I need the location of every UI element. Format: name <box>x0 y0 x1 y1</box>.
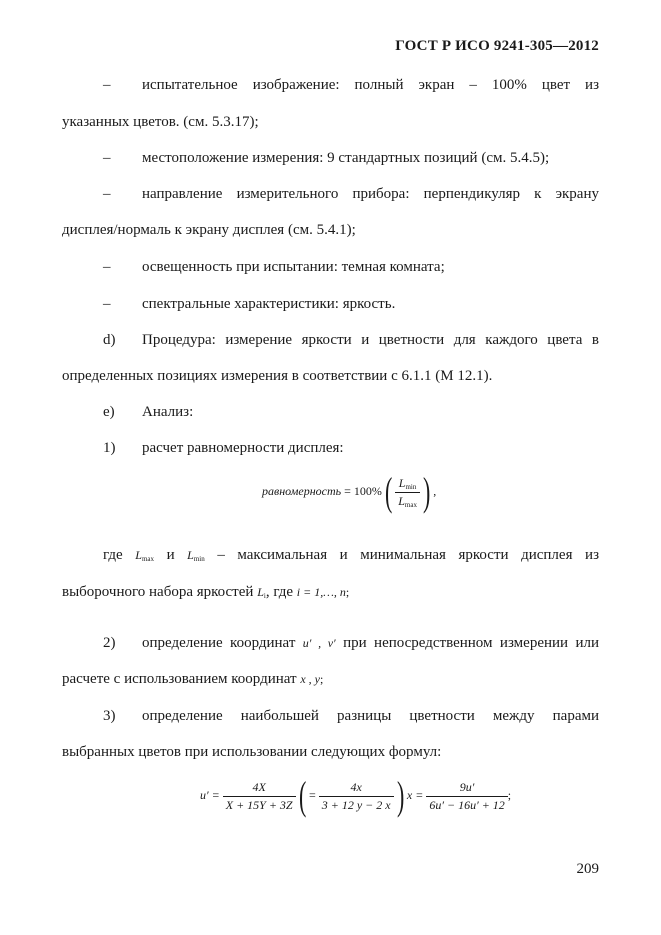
list-item-continuation: указанных цветов. (см. 5.3.17); <box>62 114 259 130</box>
list-item-continuation <box>62 671 599 688</box>
uniformity-formula <box>262 469 437 514</box>
fraction-numerator: L <box>398 475 406 490</box>
where-line2-end: ; <box>345 585 350 599</box>
fraction-2-denominator: 3 + 12 y − 2 x <box>321 797 391 812</box>
formula-lhs: u′ = <box>200 787 220 802</box>
inner-equals: = <box>308 787 316 802</box>
fraction-3-numerator: 9u′ <box>426 780 507 797</box>
where-line2-where: , где <box>265 584 294 600</box>
list-marker: 3) <box>103 708 116 724</box>
open-paren: ( <box>298 773 306 818</box>
fraction-1-numerator: 4X <box>223 780 296 797</box>
formula-equals: = 100% <box>344 483 382 498</box>
li-symbol: $L_i$ <box>257 585 266 600</box>
list-item-text: Анализ: <box>142 404 194 420</box>
list-marker: – <box>103 186 111 202</box>
list-item-text: расчет равномерности дисплея: <box>142 440 344 456</box>
list-marker: – <box>103 296 111 312</box>
open-paren: ( <box>384 469 393 514</box>
conjunction: и <box>166 547 175 563</box>
item2-line2-end: ; <box>320 672 324 686</box>
x-equals: x = <box>406 787 424 802</box>
list-marker: e) <box>103 404 115 420</box>
item2-text-b: при непосредственном измерении или <box>343 635 599 651</box>
list-item-continuation: выбранных цветов при использовании следующих формул: <box>62 744 442 760</box>
fraction-denominator: L <box>398 493 405 508</box>
list-item-text: Процедура: измерение яркости и цветности для каждого цвета в <box>142 332 599 348</box>
formula-lhs: равномерность <box>262 483 342 498</box>
item2-line2-text: расчете с использованием координат <box>62 671 297 687</box>
fraction-3 <box>426 780 507 813</box>
list-item-text: освещенность при испытании: темная комната; <box>142 259 445 275</box>
page-number: 209 <box>576 861 599 877</box>
where-description: – максимальная и минимальная яркости дисплея из <box>217 547 599 563</box>
fraction-1 <box>223 780 296 813</box>
fraction-1-denominator: X + 15Y + 3Z <box>225 797 293 812</box>
numerator-subscript: min <box>405 482 417 491</box>
close-paren: ) <box>396 773 404 818</box>
fraction-2-numerator: 4x <box>319 780 394 797</box>
lmin-symbol: $L_{min}$ <box>187 548 205 563</box>
formula-fraction <box>395 476 420 509</box>
list-marker: 1) <box>103 440 116 456</box>
close-paren: ) <box>422 469 431 514</box>
lmax-symbol: $L_{max}$ <box>135 548 155 563</box>
u-prime-formula <box>200 773 512 818</box>
item2-text-a: определение координат <box>142 635 296 651</box>
list-item-text: спектральные характеристики: яркость. <box>142 296 396 312</box>
formula-tail: ; <box>507 787 512 802</box>
list-marker: – <box>103 150 111 166</box>
list-item-text: направление измерительного прибора: перпендикуляр к экрану <box>142 186 599 202</box>
where-clause-continuation <box>62 584 599 601</box>
document-header: ГОСТ Р ИСО 9241-305—2012 <box>395 38 599 54</box>
uv-coordinates: u′ , v′ <box>302 636 336 650</box>
fraction-3-denominator: 6u′ − 16u′ + 12 <box>429 797 505 812</box>
list-item-text <box>142 635 599 652</box>
where-line2-text: выборочного набора яркостей <box>62 584 254 600</box>
list-marker: 2) <box>103 635 116 651</box>
fraction-2 <box>319 780 394 813</box>
where-clause-line <box>103 547 599 564</box>
formula-tail: , <box>433 483 437 498</box>
list-item-text: местоположение измерения: 9 стандартных позиций (см. 5.4.5); <box>142 150 550 166</box>
list-item-text: испытательное изображение: полный экран – 100% цвет из <box>142 77 599 93</box>
where-prefix: где <box>103 547 123 563</box>
denominator-subscript: max <box>404 500 417 509</box>
list-marker: d) <box>103 332 116 348</box>
xy-coordinates: x , y <box>300 672 321 686</box>
list-item-continuation: дисплея/нормаль к экрану дисплея (см. 5.4.1); <box>62 222 356 238</box>
index-range: i = 1,…, n <box>296 585 346 599</box>
list-item-text: определение наибольшей разницы цветности между парами <box>142 708 599 724</box>
list-item-continuation: определенных позициях измерения в соответствии с 6.1.1 (М 12.1). <box>62 368 493 384</box>
list-marker: – <box>103 77 111 93</box>
list-marker: – <box>103 259 111 275</box>
